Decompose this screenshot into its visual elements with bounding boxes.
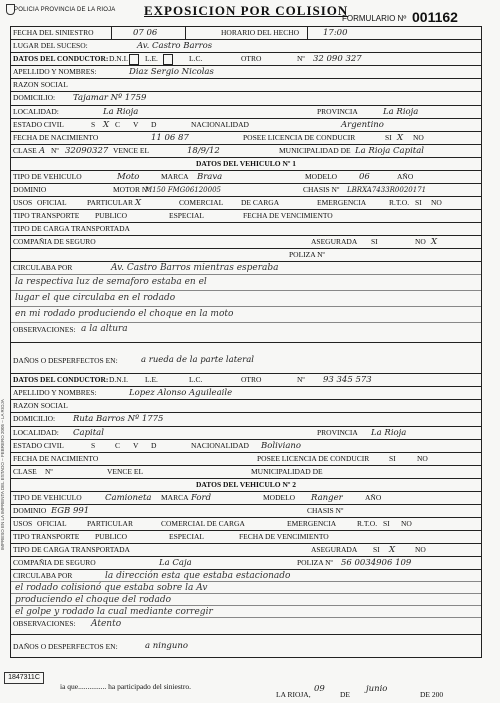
form-number-label: FORMULARIO Nº (342, 14, 407, 23)
row-estado1 (11, 119, 481, 132)
estado-s-mark: X (103, 120, 110, 130)
lugar-value[interactable]: Av. Castro Barros (137, 41, 213, 51)
le-label: L.E. (145, 54, 158, 63)
row-carga2 (11, 544, 481, 557)
marca1-value[interactable]: Brava (197, 172, 223, 182)
dominio2-value[interactable]: EGB 991 (51, 506, 90, 516)
localidad2-label: LOCALIDAD: (13, 428, 59, 437)
localidad-label: LOCALIDAD: (13, 107, 59, 116)
uso2-particular[interactable]: PARTICULAR (87, 519, 133, 528)
conductor2-doc-value[interactable]: 93 345 573 (323, 375, 372, 385)
uso2-comercial[interactable]: COMERCIAL DE CARGA (161, 519, 245, 528)
tipo-vehiculo2-label: TIPO DE VEHICULO (13, 493, 82, 502)
conductor1-heading: DATOS DEL CONDUCTOR: (13, 54, 109, 63)
seguro2-label: COMPAÑIA DE SEGURO (13, 558, 96, 567)
circulaba2-line-1[interactable]: la dirección esta que estaba estacionado (105, 571, 291, 581)
estado-c[interactable]: C (115, 120, 121, 129)
n-label: Nº (297, 54, 305, 63)
seguro2-value[interactable]: La Caja (159, 558, 192, 568)
horario-value[interactable]: 17:00 (323, 28, 348, 38)
dominio-label: DOMINIO (13, 185, 47, 194)
asegurada2-label: ASEGURADA (311, 545, 358, 554)
fecha-dia[interactable]: 09 (314, 684, 325, 694)
tipo-vehiculo-label: TIPO DE VEHICULO (13, 172, 82, 181)
circulaba2-line-4[interactable]: el golpe y rodado la cual mediante corregir (15, 607, 213, 617)
row-carga1 (11, 223, 481, 236)
domicilio2-label: DOMICILIO: (13, 414, 56, 423)
estado-d[interactable]: D (151, 120, 157, 129)
asegurada-label: ASEGURADA (311, 237, 358, 246)
nacionalidad2-label: NACIONALIDAD (191, 441, 249, 450)
row-conductor2-doc (11, 374, 481, 387)
estado2-c[interactable]: C (115, 441, 121, 450)
vencimiento2-label: FECHA DE VENCIMIENTO (239, 532, 329, 541)
danos2-label: DAÑOS O DESPERFECTOS EN: (13, 642, 118, 651)
domicilio-label: DOMICILIO: (13, 93, 56, 102)
estado-civil2-label: ESTADO CIVIL (13, 441, 64, 450)
anio2-label: AÑO (365, 493, 382, 502)
anio-label: AÑO (397, 172, 414, 181)
circulaba2-label: CIRCULABA POR (13, 571, 73, 580)
vehiculo2-heading: DATOS DEL VEHICULO Nº 2 (11, 479, 481, 492)
row-transporte1 (11, 210, 481, 223)
razon2-label: RAZON SOCIAL (13, 401, 68, 410)
provincia2-label: PROVINCIA (317, 428, 358, 437)
de-label-1: DE (340, 690, 350, 699)
row-seguro2 (11, 557, 481, 570)
apellido1-value[interactable]: Diaz Sergio Nicolas (129, 67, 214, 77)
transporte2-especial[interactable]: ESPECIAL (169, 532, 205, 541)
marca2-label: MARCA (161, 493, 189, 502)
licencia-no[interactable]: NO (413, 133, 424, 142)
row-usos2 (11, 518, 481, 531)
circulaba2-line-2[interactable]: el rodado colisionó que estaba sobre la Av (15, 583, 208, 593)
motor-label: MOTOR Nº (113, 185, 150, 194)
provincia1-value[interactable]: La Rioja (383, 107, 419, 117)
participado-text: ia que............... ha participado del siniestro. (60, 682, 192, 691)
modelo2-label: MODELO (263, 493, 296, 502)
vence1-value[interactable]: 18/9/12 (187, 146, 220, 156)
carga2-label: TIPO DE CARGA TRANSPORTADA (13, 545, 130, 554)
dni2-label: D.N.I. (109, 375, 128, 384)
observaciones2-value[interactable]: Atento (91, 619, 122, 629)
vencimiento-label: FECHA DE VENCIMIENTO (243, 211, 333, 220)
poliza-label: POLIZA Nº (289, 250, 325, 259)
licencia-si-mark: X (397, 133, 404, 143)
circulaba1-line-2[interactable]: la respectiva luz de semaforo estaba en el (15, 277, 207, 287)
form-title: EXPOSICION POR COLISION (144, 3, 349, 18)
transporte2-publico[interactable]: PUBLICO (95, 532, 128, 541)
modelo-label: MODELO (305, 172, 338, 181)
observaciones2-label: OBSERVACIONES: (13, 619, 76, 628)
row-tipo2 (11, 492, 481, 505)
row-nacimiento2 (11, 453, 481, 466)
row-usos1 (11, 197, 481, 210)
collision-form (10, 26, 482, 658)
row-poliza1 (11, 249, 481, 262)
observaciones-label: OBSERVACIONES: (13, 325, 76, 334)
transporte2-label: TIPO TRANSPORTE (13, 532, 80, 541)
carga-label: TIPO DE CARGA TRANSPORTADA (13, 224, 130, 233)
de-label-2: DE 200 (420, 690, 444, 699)
row-razon1 (11, 79, 481, 92)
transporte-especial[interactable]: ESPECIAL (169, 211, 205, 220)
asegurada-no[interactable]: NO (415, 237, 426, 246)
domicilio2-value[interactable]: Ruta Barros Nº 1775 (73, 414, 164, 424)
municipalidad2-label: MUNICIPALIDAD DE (251, 467, 323, 476)
circulaba-label: CIRCULABA POR (13, 263, 73, 272)
row-danos1 (11, 343, 481, 374)
nacimiento1-value[interactable]: 11 06 87 (151, 133, 189, 143)
police-header: POLICIA PROVINCIA DE LA RIOJA (14, 7, 116, 13)
vence2-label: VENCE EL (107, 467, 144, 476)
rto2-label: R.T.O. (357, 519, 378, 528)
usos-label: USOS (13, 198, 33, 207)
marca2-value[interactable]: Ford (191, 493, 212, 503)
clase1-num[interactable]: 32090327 (65, 146, 109, 156)
row-razon2 (11, 400, 481, 413)
apellido2-value[interactable]: Lopez Alonso Aguileaile (129, 388, 233, 398)
provincia-label: PROVINCIA (317, 107, 358, 116)
form-number: 001162 (412, 9, 458, 25)
rto2-no[interactable]: NO (401, 519, 412, 528)
uso-particular-mark: X (135, 198, 142, 208)
le-checkbox[interactable] (163, 54, 173, 65)
vehiculo1-heading: DATOS DEL VEHICULO Nº 1 (11, 158, 481, 171)
row-lugar (11, 40, 481, 53)
licencia2-label: POSEE LICENCIA DE CONDUCIR (257, 454, 370, 463)
apellido2-label: APELLIDO Y NOMBRES: (13, 388, 97, 397)
uso-emergencia[interactable]: EMERGENCIA (317, 198, 367, 207)
nacionalidad2-value[interactable]: Boliviano (261, 441, 301, 451)
licencia2-no[interactable]: NO (417, 454, 428, 463)
rto-label: R.T.O. (389, 198, 410, 207)
row-domicilio1 (11, 92, 481, 106)
la-rioja-label: LA RIOJA, (276, 690, 311, 699)
row-transporte2 (11, 531, 481, 544)
row-fecha (11, 27, 481, 40)
uso-de-carga[interactable]: DE CARGA (241, 198, 280, 207)
estado-s[interactable]: S (91, 120, 96, 129)
asegurada2-no[interactable]: NO (415, 545, 426, 554)
dominio2-label: DOMINIO (13, 506, 47, 515)
estado-civil-label: ESTADO CIVIL (13, 120, 64, 129)
row-apellido1 (11, 66, 481, 79)
uso-particular[interactable]: PARTICULAR (87, 198, 133, 207)
chasis2-label: CHASIS Nº (307, 506, 344, 515)
rto-no[interactable]: NO (431, 198, 442, 207)
razon-label: RAZON SOCIAL (13, 80, 68, 89)
motor1-value[interactable]: M150 FMG06120005 (145, 186, 221, 194)
printer-side-text: IMPRESO EN LA IMPRENTA DEL ESTADO – FEBRERO 2005 – LA RIOJA (0, 399, 5, 550)
row-localidad2 (11, 427, 481, 440)
nacionalidad1-value[interactable]: Argentino (341, 120, 384, 130)
rto2-si[interactable]: SI (383, 519, 390, 528)
localidad2-value[interactable]: Capital (73, 428, 104, 438)
dni-label: D.N.I. (109, 54, 128, 63)
lc-label: L.C. (189, 54, 203, 63)
domicilio1-value[interactable]: Tajamar Nº 1759 (73, 93, 147, 103)
fecha-mes[interactable]: junio (366, 684, 388, 694)
row-tipo1 (11, 171, 481, 184)
marca-label: MARCA (161, 172, 189, 181)
vence-label: VENCE EL (113, 146, 150, 155)
circulaba1-line-3[interactable]: lugar el que circulaba en el rodado (15, 293, 176, 303)
tipo1-value[interactable]: Moto (117, 172, 140, 182)
transporte-publico[interactable]: PUBLICO (95, 211, 128, 220)
danos1-value[interactable]: a rueda de la parte lateral (141, 355, 255, 365)
observaciones1-value[interactable]: a la altura (81, 324, 128, 334)
chasis1-value[interactable]: LBRXA7433R0020171 (347, 186, 427, 194)
lc2-label: L.C. (189, 375, 203, 384)
tipo2-value[interactable]: Camioneta (105, 493, 152, 503)
clase-label: CLASE (13, 146, 37, 155)
horario-label: HORARIO DEL HECHO (221, 28, 300, 37)
estado-v[interactable]: V (133, 120, 139, 129)
asegurada-si[interactable]: SI (371, 237, 378, 246)
provincia2-value[interactable]: La Rioja (371, 428, 407, 438)
rto-si[interactable]: SI (415, 198, 422, 207)
usos2-label: USOS (13, 519, 33, 528)
row-danos2 (11, 635, 481, 657)
municipalidad1-value[interactable]: La Rioja Capital (355, 146, 424, 156)
uso2-emergencia[interactable]: EMERGENCIA (287, 519, 337, 528)
dni-checkbox[interactable] (129, 54, 139, 65)
clase2-n-label: Nº (45, 467, 53, 476)
danos2-value[interactable]: a ninguno (145, 641, 188, 651)
municipalidad-label: MUNICIPALIDAD DE (279, 146, 351, 155)
poliza2-value[interactable]: 56 0034906 109 (341, 558, 412, 568)
row-apellido2 (11, 387, 481, 400)
otro2-label: OTRO (241, 375, 262, 384)
estado2-v[interactable]: V (133, 441, 139, 450)
row-domicilio2 (11, 413, 481, 427)
licencia-si[interactable]: SI (385, 133, 392, 142)
row-nacimiento1 (11, 132, 481, 145)
estado2-d[interactable]: D (151, 441, 157, 450)
circulaba1-line-4[interactable]: en mi rodado produciendo el choque en la moto (15, 309, 234, 319)
localidad1-value[interactable]: La Rioja (103, 107, 139, 117)
clase1-value[interactable]: A (39, 146, 46, 156)
poliza2-label: POLIZA Nº (297, 558, 333, 567)
row-seguro1 (11, 236, 481, 249)
clase-n-label: Nº (51, 146, 59, 155)
le2-label: L.E. (145, 375, 158, 384)
apellido-label: APELLIDO Y NOMBRES: (13, 67, 97, 76)
licencia2-si[interactable]: SI (389, 454, 396, 463)
row-conductor1-doc (11, 53, 481, 66)
circulaba1-line-1[interactable]: Av. Castro Barros mientras esperaba (111, 263, 279, 273)
circulaba2-line-3[interactable]: produciendo el choque del rodado (15, 595, 172, 605)
clase2-label: CLASE (13, 467, 37, 476)
uso2-oficial[interactable]: OFICIAL (37, 519, 67, 528)
row-estado2 (11, 440, 481, 453)
licencia-label: POSEE LICENCIA DE CONDUCIR (243, 133, 356, 142)
asegurada2-si[interactable]: SI (373, 545, 380, 554)
fecha-label: FECHA DEL SINIESTRO (13, 28, 94, 37)
uso-oficial[interactable]: OFICIAL (37, 198, 67, 207)
row-dominio1 (11, 184, 481, 197)
lugar-label: LUGAR DEL SUCESO: (13, 41, 88, 50)
transporte-label: TIPO TRANSPORTE (13, 211, 80, 220)
nacimiento2-label: FECHA DE NACIMIENTO (13, 454, 99, 463)
modelo1-value[interactable]: 06 (359, 172, 370, 182)
row-dominio2 (11, 505, 481, 518)
seguro-label: COMPAÑIA DE SEGURO (13, 237, 96, 246)
n2-label: Nº (297, 375, 305, 384)
estado2-s[interactable]: S (91, 441, 96, 450)
nacimiento-label: FECHA DE NACIMIENTO (13, 133, 99, 142)
modelo2-value[interactable]: Ranger (311, 493, 343, 503)
row-localidad1 (11, 106, 481, 119)
asegurada2-si-mark: X (389, 545, 396, 555)
circulaba2-block (11, 570, 481, 635)
danos-label: DAÑOS O DESPERFECTOS EN: (13, 356, 118, 365)
nacionalidad-label: NACIONALIDAD (191, 120, 249, 129)
fecha-value[interactable]: 07 06 (133, 28, 158, 38)
circulaba1-block (11, 262, 481, 343)
otro-label: OTRO (241, 54, 262, 63)
chasis-label: CHASIS Nº (303, 185, 340, 194)
uso-comercial[interactable]: COMERCIAL (179, 198, 224, 207)
stamp-number: 1847311C (4, 672, 44, 684)
conductor1-doc-value[interactable]: 32 090 327 (313, 54, 362, 64)
asegurada-no-mark: X (431, 237, 438, 247)
row-clase2 (11, 466, 481, 479)
row-clase1 (11, 145, 481, 158)
conductor2-heading: DATOS DEL CONDUCTOR: (13, 375, 109, 384)
